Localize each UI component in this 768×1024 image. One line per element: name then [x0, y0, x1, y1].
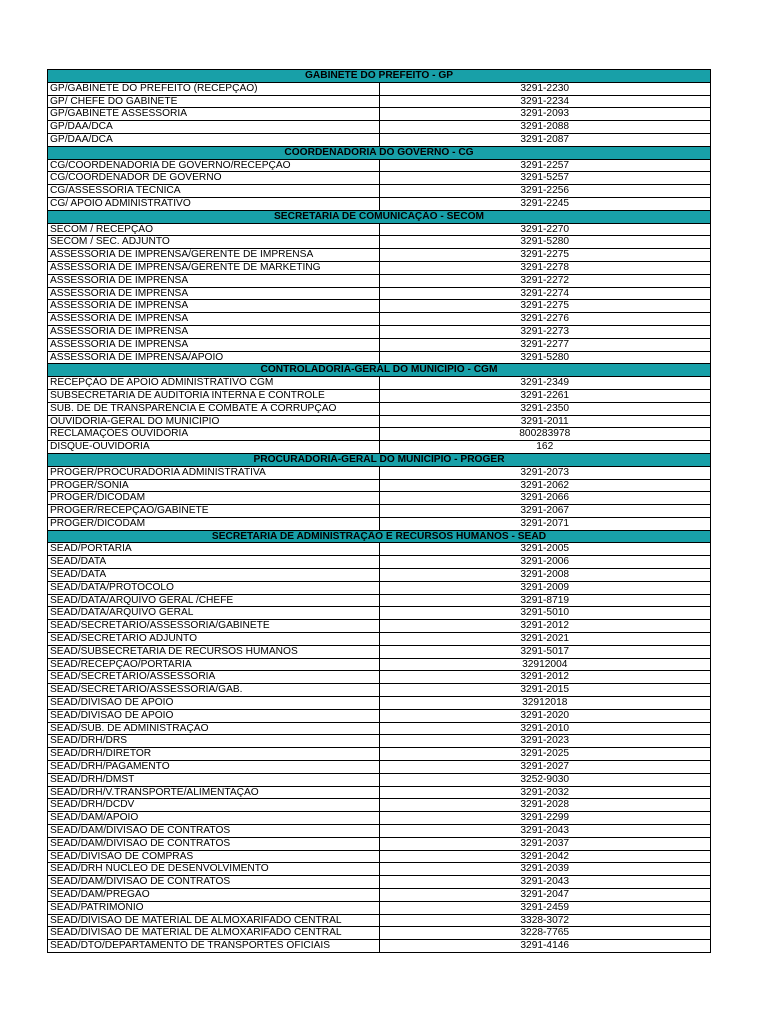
phone-number: 3291-2256 — [379, 185, 711, 198]
phone-number: 3291-2350 — [379, 402, 711, 415]
table-row — [48, 876, 711, 889]
phone-number: 3291-2032 — [379, 786, 711, 799]
table-row — [48, 709, 711, 722]
department-name: SEAD/SECRETÁRIO/ASSESSORIA/GABINETE — [48, 620, 380, 633]
table-row — [48, 377, 711, 390]
department-name: CG/COORDENADOR DE GOVERNO — [48, 172, 380, 185]
department-name: SEAD/DRH/DMST — [48, 773, 380, 786]
table-row — [48, 633, 711, 646]
table-row — [48, 850, 711, 863]
department-name: SEAD/DAM/PREGÃO — [48, 889, 380, 902]
phone-number: 3291-2071 — [379, 517, 711, 530]
table-row — [48, 108, 711, 121]
department-name: SUBSECRETARIA DE AUDITORIA INTERNA E CONTROLE — [48, 389, 380, 402]
phone-number: 3291-2088 — [379, 121, 711, 134]
phone-number: 3291-2277 — [379, 338, 711, 351]
department-name: GP/ CHEFE DO GABINETE — [48, 95, 380, 108]
phone-number: 162 — [379, 441, 711, 454]
department-name: SEAD/DATA/PROTOCOLO — [48, 581, 380, 594]
department-name: SEAD/SECRETÁRIO ADJUNTO — [48, 633, 380, 646]
department-name: ASSESSORIA DE IMPRENSA — [48, 338, 380, 351]
phone-number: 3291-8719 — [379, 594, 711, 607]
section-header-row — [48, 146, 711, 159]
table-row — [48, 466, 711, 479]
phone-number: 3291-5017 — [379, 645, 711, 658]
department-name: SEAD/DIVISÃO DE COMPRAS — [48, 850, 380, 863]
section-header-row — [48, 530, 711, 543]
table-row — [48, 517, 711, 530]
table-row — [48, 428, 711, 441]
phone-number: 3291-5257 — [379, 172, 711, 185]
table-row — [48, 914, 711, 927]
department-name: SEAD/DATA/ARQUIVO GERAL — [48, 607, 380, 620]
phone-number: 3291-2043 — [379, 825, 711, 838]
department-name: GP/DAA/DCA — [48, 121, 380, 134]
department-name: SEAD/DAM/APOIO — [48, 812, 380, 825]
table-row — [48, 773, 711, 786]
department-name: SEAD/PATRIMÔNIO — [48, 901, 380, 914]
department-name: SEAD/DIVISÃO DE MATERIAL DE ALMOXARIFADO CENTRAL — [48, 927, 380, 940]
phone-number: 3291-2073 — [379, 466, 711, 479]
department-name: DISQUE-OUVIDORIA — [48, 441, 380, 454]
table-row — [48, 940, 711, 953]
table-row — [48, 223, 711, 236]
department-name: GP/GABINETE DO PREFEITO (RECEPÇÃO) — [48, 82, 380, 95]
phone-number: 3291-2273 — [379, 325, 711, 338]
table-row — [48, 671, 711, 684]
department-name: SEAD/DRH/DCDV — [48, 799, 380, 812]
phone-number: 3291-2006 — [379, 556, 711, 569]
department-name: GP/DAA/DCA — [48, 133, 380, 146]
table-row — [48, 812, 711, 825]
table-row — [48, 799, 711, 812]
table-row — [48, 236, 711, 249]
department-name: SUB. DE DE TRANSPARÊNCIA E COMBATE À CORRUPÇÃO — [48, 402, 380, 415]
department-name: SEAD/DRH/V.TRANSPORTE/ALIMENTAÇÃO — [48, 786, 380, 799]
department-name: SEAD/DAM/DIVISÃO DE CONTRATOS — [48, 837, 380, 850]
table-row — [48, 825, 711, 838]
table-row — [48, 581, 711, 594]
phone-number: 3291-2037 — [379, 837, 711, 850]
table-row — [48, 402, 711, 415]
phone-number: 3291-2012 — [379, 671, 711, 684]
table-row — [48, 645, 711, 658]
table-row — [48, 607, 711, 620]
phone-number: 800283978 — [379, 428, 711, 441]
table-row — [48, 786, 711, 799]
department-name: SEAD/DRH/PAGAMENTO — [48, 761, 380, 774]
table-row — [48, 697, 711, 710]
section-title: COORDENADORIA DO GOVERNO - CG — [48, 146, 711, 159]
department-name: SEAD/DAM/DIVISÃO DE CONTRATOS — [48, 876, 380, 889]
department-name: SEAD/PORTARIA — [48, 543, 380, 556]
table-row — [48, 492, 711, 505]
table-row — [48, 261, 711, 274]
department-name: ASSESSORIA DE IMPRENSA — [48, 274, 380, 287]
department-name: SEAD/SECRETÁRIO/ASSESSORIA — [48, 671, 380, 684]
department-name: ASSESSORIA DE IMPRENSA/GERENTE DE MARKETING — [48, 261, 380, 274]
phone-number: 3291-2012 — [379, 620, 711, 633]
department-name: CG/ APOIO ADMINISTRATIVO — [48, 197, 380, 210]
table-row — [48, 313, 711, 326]
department-name: SECOM / RECEPÇÃO — [48, 223, 380, 236]
table-row — [48, 441, 711, 454]
section-title: PROCURADORIA-GERAL DO MUNICÍPIO - PROGER — [48, 453, 711, 466]
table-row — [48, 95, 711, 108]
phone-number: 3291-2025 — [379, 748, 711, 761]
phone-number: 3291-2028 — [379, 799, 711, 812]
department-name: ASSESSORIA DE IMPRENSA — [48, 300, 380, 313]
department-name: SEAD/DATA — [48, 569, 380, 582]
phone-number: 3228-7765 — [379, 927, 711, 940]
phone-number: 3291-2278 — [379, 261, 711, 274]
table-row — [48, 325, 711, 338]
department-name: SEAD/SECRETÁRIO/ASSESSORIA/GAB. — [48, 684, 380, 697]
phone-number: 3291-2020 — [379, 709, 711, 722]
table-row — [48, 594, 711, 607]
phone-number: 3291-5280 — [379, 236, 711, 249]
table-row — [48, 837, 711, 850]
table-row — [48, 658, 711, 671]
phone-number: 3291-2299 — [379, 812, 711, 825]
section-header-row — [48, 70, 711, 83]
phone-number: 32912004 — [379, 658, 711, 671]
department-name: SEAD/DRH NÚCLEO DE DESENVOLVIMENTO — [48, 863, 380, 876]
phone-number: 3291-2275 — [379, 300, 711, 313]
department-name: CG/COORDENADORIA DE GOVERNO/RECEPÇÃO — [48, 159, 380, 172]
section-title: CONTROLADORIA-GERAL DO MUNICÍPIO - CGM — [48, 364, 711, 377]
table-row — [48, 121, 711, 134]
phone-number: 32912018 — [379, 697, 711, 710]
department-name: SEAD/DTO/DEPARTAMENTO DE TRANSPORTES OFICIAIS — [48, 940, 380, 953]
department-name: ASSESSORIA DE IMPRENSA — [48, 313, 380, 326]
department-name: RECLAMAÇÕES OUVIDORIA — [48, 428, 380, 441]
table-row — [48, 505, 711, 518]
table-row — [48, 722, 711, 735]
phone-number: 3291-2011 — [379, 415, 711, 428]
phone-number: 3291-2276 — [379, 313, 711, 326]
department-name: SEAD/DIVISÃO DE MATERIAL DE ALMOXARIFADO CENTRAL — [48, 914, 380, 927]
department-name: SEAD/DRH/DIRETOR — [48, 748, 380, 761]
phone-number: 3291-2062 — [379, 479, 711, 492]
table-row — [48, 351, 711, 364]
table-row — [48, 300, 711, 313]
department-name: SEAD/DRH/DRS — [48, 735, 380, 748]
phone-number: 3291-2459 — [379, 901, 711, 914]
phone-number: 3291-2274 — [379, 287, 711, 300]
phone-number: 3291-2021 — [379, 633, 711, 646]
table-row — [48, 889, 711, 902]
phone-number: 3291-5010 — [379, 607, 711, 620]
phone-number: 3291-2042 — [379, 850, 711, 863]
department-name: SEAD/DIVISÃO DE APOIO — [48, 709, 380, 722]
department-name: SEAD/DAM/DIVISÃO DE CONTRATOS — [48, 825, 380, 838]
phone-number: 3291-2047 — [379, 889, 711, 902]
phone-number: 3328-3072 — [379, 914, 711, 927]
department-name: SEAD/DATA/ARQUIVO GERAL /CHEFE — [48, 594, 380, 607]
department-name: ASSESSORIA DE IMPRENSA/GERENTE DE IMPRENSA — [48, 249, 380, 262]
phone-number: 3291-2230 — [379, 82, 711, 95]
table-row — [48, 249, 711, 262]
section-title: SECRETARIA DE COMUNICAÇÃO - SECOM — [48, 210, 711, 223]
table-row — [48, 389, 711, 402]
phone-number: 3291-2272 — [379, 274, 711, 287]
department-name: PROGER/SONIA — [48, 479, 380, 492]
department-name: GP/GABINETE ASSESSORIA — [48, 108, 380, 121]
phone-number: 3291-2043 — [379, 876, 711, 889]
department-name: PROGER/DICODAM — [48, 517, 380, 530]
phone-number: 3291-5280 — [379, 351, 711, 364]
department-name: PROGER/RECEPÇÃO/GABINETE — [48, 505, 380, 518]
table-row — [48, 338, 711, 351]
table-row — [48, 748, 711, 761]
department-name: SEAD/SUB. DE ADMINISTRAÇÃO — [48, 722, 380, 735]
table-row — [48, 761, 711, 774]
phone-number: 3291-2270 — [379, 223, 711, 236]
phone-number: 3291-2245 — [379, 197, 711, 210]
table-row — [48, 543, 711, 556]
department-name: ASSESSORIA DE IMPRENSA/APOIO — [48, 351, 380, 364]
phone-number: 3291-2027 — [379, 761, 711, 774]
department-name: OUVIDORIA-GERAL DO MUNICÍPIO — [48, 415, 380, 428]
table-row — [48, 82, 711, 95]
table-row — [48, 287, 711, 300]
table-row — [48, 185, 711, 198]
department-name: ASSESSORIA DE IMPRENSA — [48, 287, 380, 300]
department-name: CG/ASSESSORIA TÉCNICA — [48, 185, 380, 198]
table-row — [48, 172, 711, 185]
table-row — [48, 479, 711, 492]
phone-number: 3291-2067 — [379, 505, 711, 518]
phone-number: 3291-2257 — [379, 159, 711, 172]
phone-number: 3291-2349 — [379, 377, 711, 390]
table-row — [48, 735, 711, 748]
phone-number: 3291-2010 — [379, 722, 711, 735]
table-row — [48, 901, 711, 914]
table-row — [48, 556, 711, 569]
department-name: SEAD/RECEPÇÃO/PORTARIA — [48, 658, 380, 671]
table-row — [48, 684, 711, 697]
phone-number: 3291-2023 — [379, 735, 711, 748]
table-row — [48, 133, 711, 146]
section-title: GABINETE DO PREFEITO - GP — [48, 70, 711, 83]
department-name: SEAD/DATA — [48, 556, 380, 569]
department-name: PROGER/PROCURADORIA ADMINISTRATIVA — [48, 466, 380, 479]
phone-directory-body — [48, 70, 711, 953]
table-row — [48, 620, 711, 633]
department-name: SEAD/DIVISÃO DE APOIO — [48, 697, 380, 710]
phone-directory-table — [47, 69, 711, 953]
department-name: PROGER/DICODAM — [48, 492, 380, 505]
table-row — [48, 197, 711, 210]
department-name: RECEPÇÃO DE APOIO ADMINISTRATIVO CGM — [48, 377, 380, 390]
phone-number: 3291-2005 — [379, 543, 711, 556]
table-row — [48, 159, 711, 172]
department-name: SECOM / SEC. ADJUNTO — [48, 236, 380, 249]
phone-number: 3291-2008 — [379, 569, 711, 582]
table-row — [48, 274, 711, 287]
phone-number: 3291-2015 — [379, 684, 711, 697]
phone-number: 3252-9030 — [379, 773, 711, 786]
section-header-row — [48, 210, 711, 223]
section-header-row — [48, 453, 711, 466]
table-row — [48, 415, 711, 428]
phone-number: 3291-2009 — [379, 581, 711, 594]
department-name: ASSESSORIA DE IMPRENSA — [48, 325, 380, 338]
phone-number: 3291-2261 — [379, 389, 711, 402]
phone-number: 3291-2234 — [379, 95, 711, 108]
phone-number: 3291-2066 — [379, 492, 711, 505]
phone-number: 3291-2093 — [379, 108, 711, 121]
section-header-row — [48, 364, 711, 377]
table-row — [48, 569, 711, 582]
phone-number: 3291-2087 — [379, 133, 711, 146]
section-title: SECRETARIA DE ADMINISTRAÇÃO E RECURSOS HUMANOS - SEAD — [48, 530, 711, 543]
phone-number: 3291-4146 — [379, 940, 711, 953]
department-name: SEAD/SUBSECRETARIA DE RECURSOS HUMANOS — [48, 645, 380, 658]
phone-number: 3291-2275 — [379, 249, 711, 262]
phone-number: 3291-2039 — [379, 863, 711, 876]
table-row — [48, 863, 711, 876]
table-row — [48, 927, 711, 940]
